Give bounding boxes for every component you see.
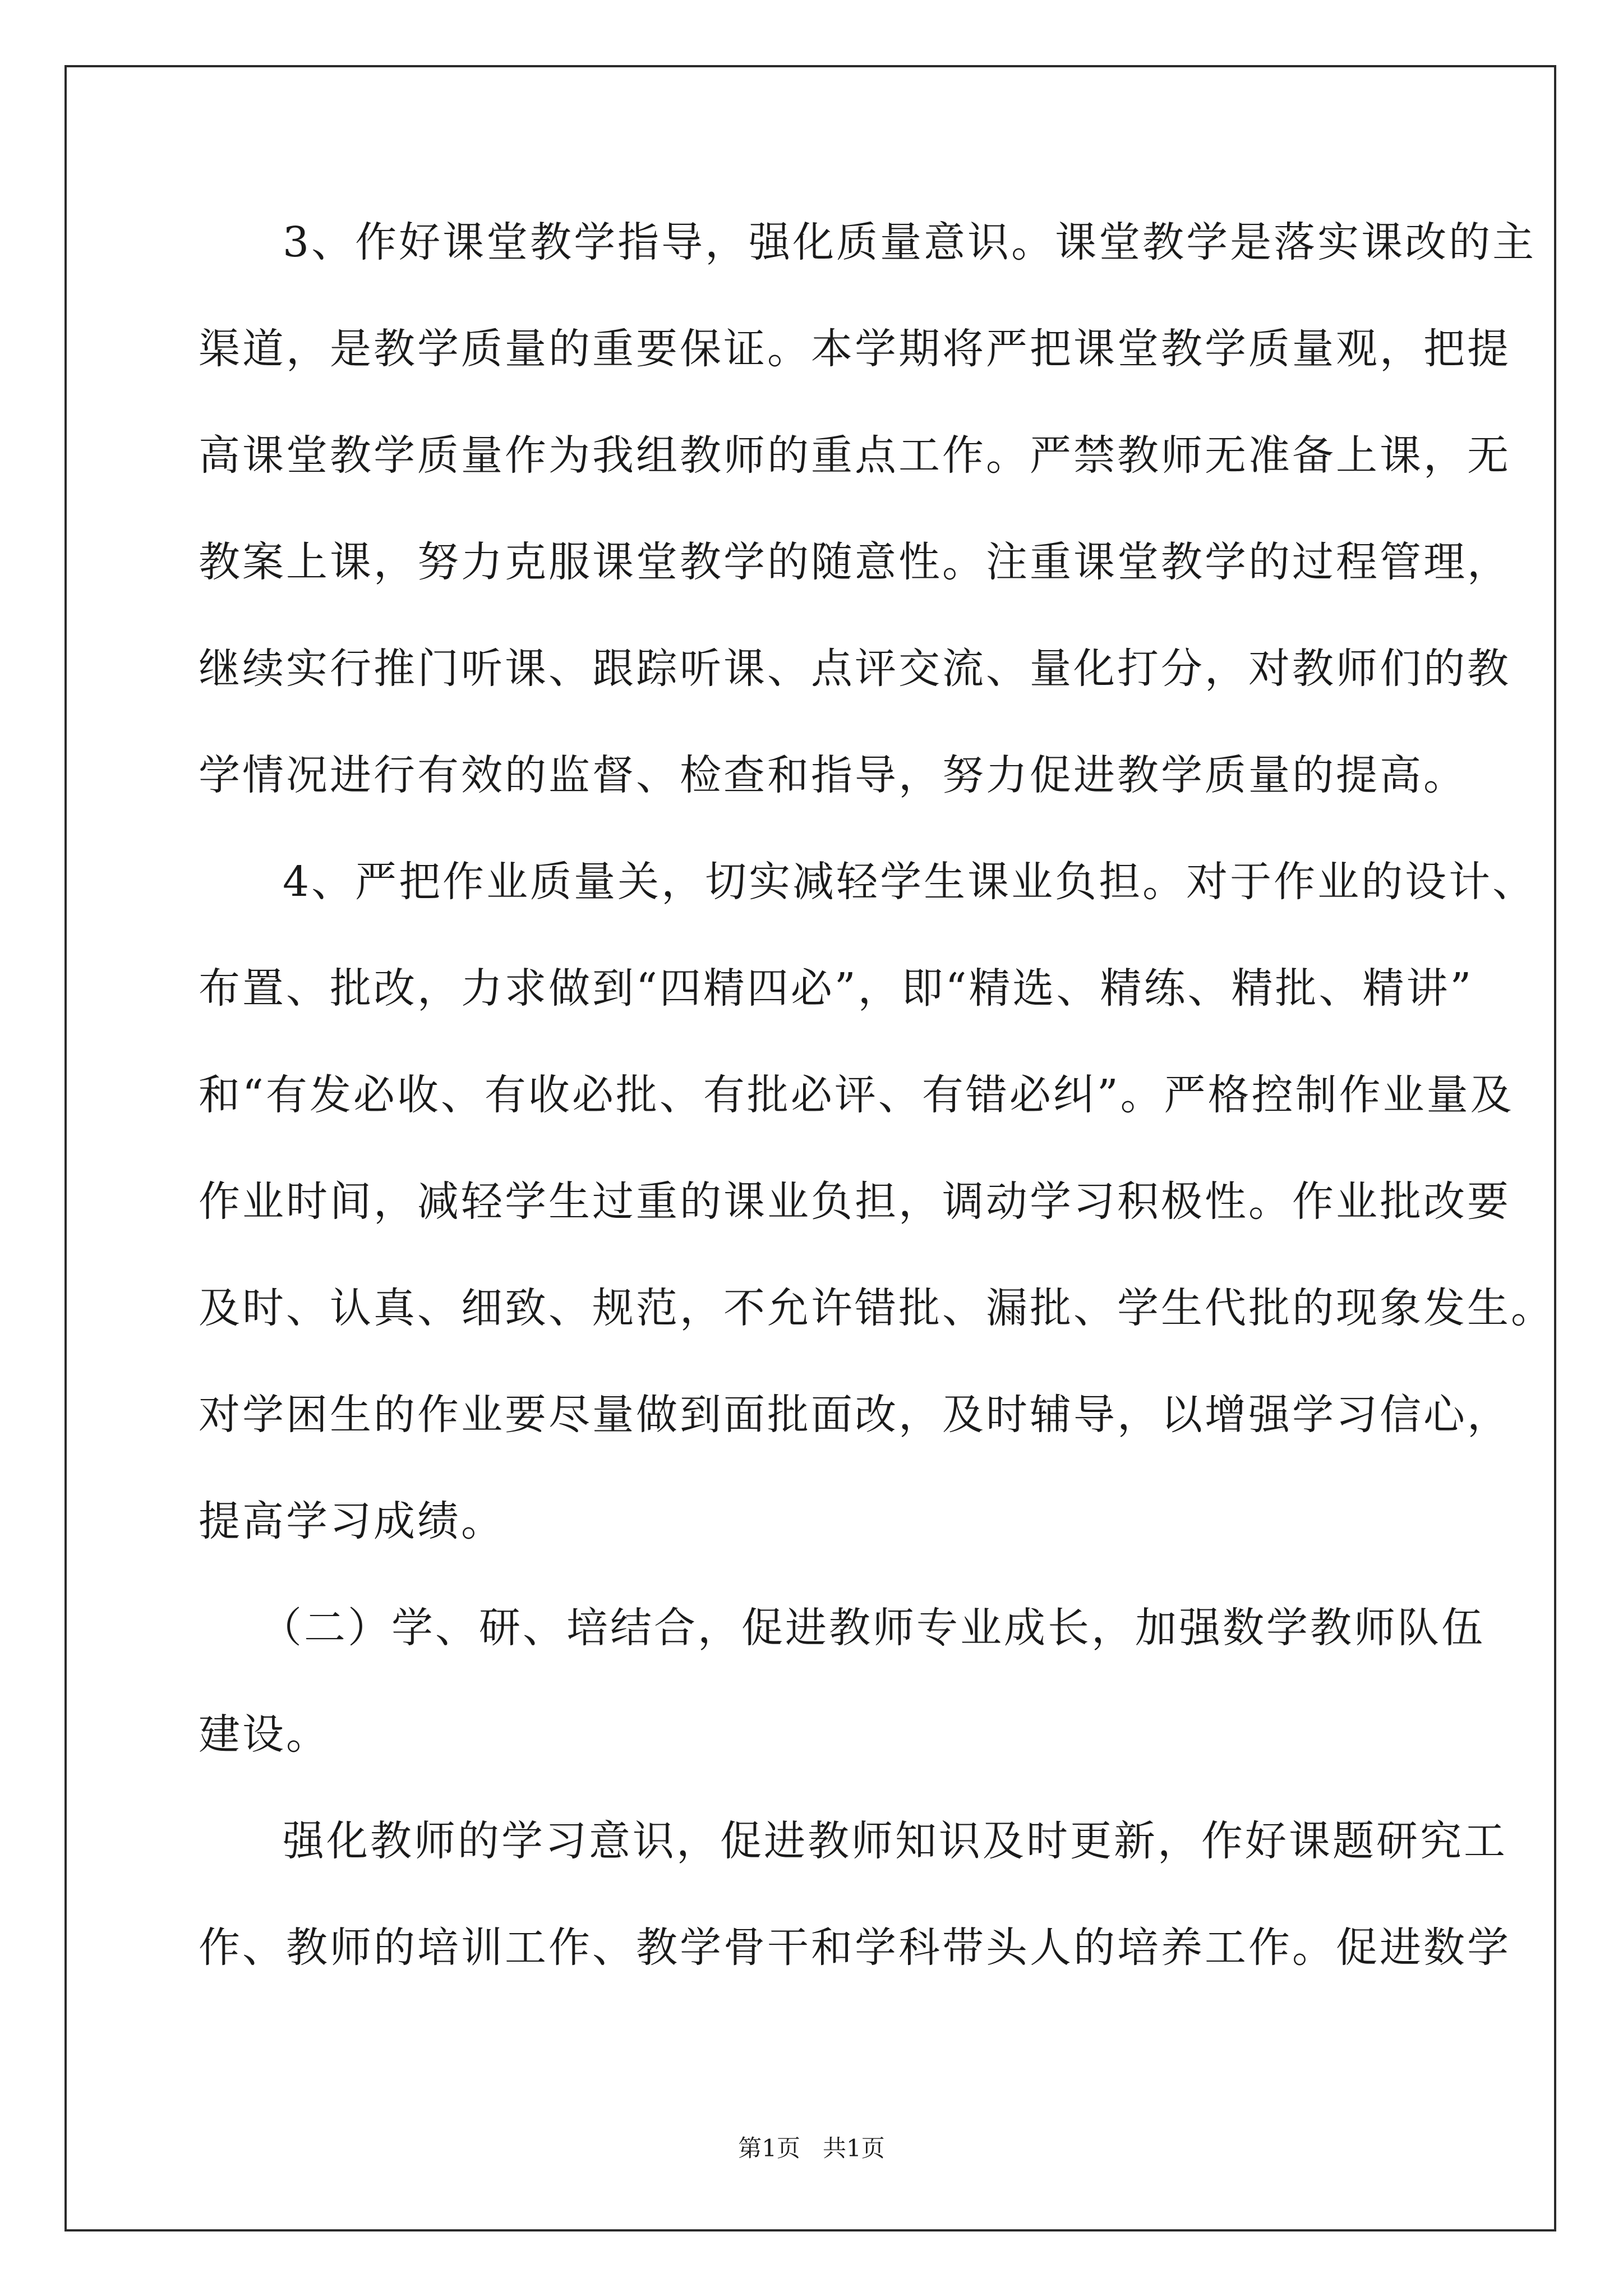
- page-number-footer: 第1页 共1页: [738, 2134, 885, 2162]
- paragraph-4-line-4: 作业时间，减轻学生过重的课业负担，调动学习积极性。作业批改要: [199, 1177, 1511, 1226]
- paragraph-4-line-5: 及时、认真、细致、规范，不允许错批、漏批、学生代批的现象发生。: [199, 1284, 1555, 1332]
- paragraph-3-line-1: 3、作好课堂教学指导，强化质量意识。课堂教学是落实课改的主: [283, 218, 1537, 266]
- section-heading-line-2: 建设。: [199, 1710, 330, 1759]
- paragraph-3-line-5: 继续实行推门听课、跟踪听课、点评交流、量化打分，对教师们的教: [199, 645, 1511, 693]
- paragraph-4-line-3: 和“有发必收、有收必批、有批必评、有错必纠”。严格控制作业量及: [199, 1071, 1514, 1119]
- section-heading-line-1: （二）学、研、培结合，促进教师专业成长，加强数学教师队伍: [260, 1604, 1485, 1652]
- paragraph-3-line-6: 学情况进行有效的监督、检查和指导，努力促进教学质量的提高。: [199, 751, 1467, 799]
- paragraph-3-line-4: 教案上课，努力克服课堂教学的随意性。注重课堂教学的过程管理，: [199, 538, 1511, 586]
- paragraph-4-line-7: 提高学习成绩。: [199, 1497, 505, 1545]
- paragraph-5-line-1: 强化教师的学习意识，促进教师知识及时更新，作好课题研究工: [283, 1817, 1507, 1865]
- page-border: [64, 65, 1556, 2231]
- paragraph-4-line-6: 对学困生的作业要尽量做到面批面改，及时辅导，以增强学习信心，: [199, 1391, 1511, 1439]
- paragraph-4-line-2: 布置、批改，力求做到“四精四必”，即“精选、精练、精批、精讲”: [199, 964, 1474, 1013]
- paragraph-5-line-2: 作、教师的培训工作、教学骨干和学科带头人的培养工作。促进数学: [199, 1924, 1511, 1972]
- paragraph-3-line-2: 渠道，是教学质量的重要保证。本学期将严把课堂教学质量观，把提: [199, 325, 1511, 373]
- paragraph-4-line-1: 4、严把作业质量关，切实减轻学生课业负担。对于作业的设计、: [283, 858, 1537, 906]
- paragraph-3-line-3: 高课堂教学质量作为我组教师的重点工作。严禁教师无准备上课，无: [199, 431, 1511, 480]
